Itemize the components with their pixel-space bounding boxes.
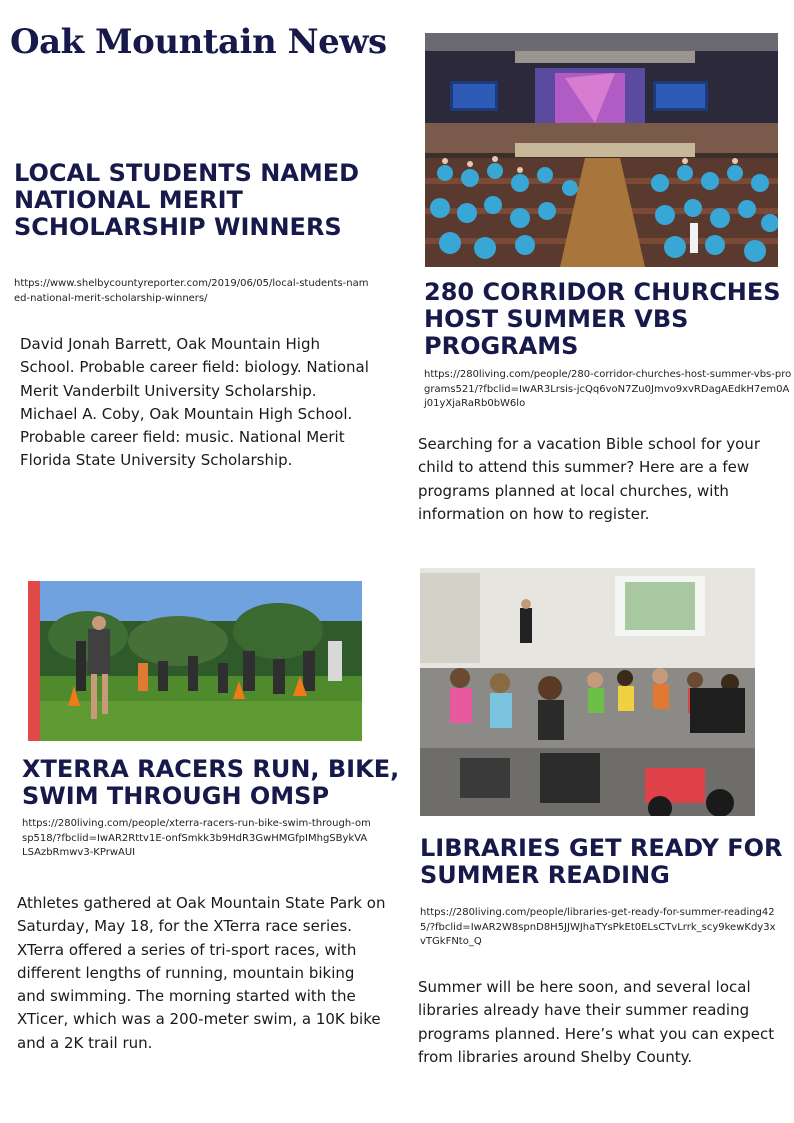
article-link[interactable]: https://280living.com/people/libraries-get-ready-for-summer-reading425/?fbclid=IwAR2W8spnD8H5JJWJhaTYsPkEt0ELsCTvLrrk_scy9kewKdy3xvTGkFNto_Q <box>420 907 776 947</box>
article-link[interactable]: https://www.shelbycountyreporter.com/2019/06/05/local-students-named-national-merit-scholarship-winners/ <box>14 278 369 304</box>
article-body <box>17 892 387 1055</box>
body-paragraph: Athletes gathered at Oak Mountain State Park on Saturday, May 18, for the XTerra race series. <box>17 894 386 936</box>
body-paragraph: Searching for a vacation Bible school for your child to attend this summer? Here are a few programs planned at local churches, with information on how to register. <box>418 435 760 523</box>
body-paragraph: David Jonah Barrett, Oak Mountain High School. Probable career field: biology. National Merit Vanderbilt University Scholarship. <box>20 335 369 400</box>
article-body <box>418 433 786 526</box>
body-paragraph: Michael A. Coby, Oak Mountain High School. Probable career field: music. National Merit Florida State University Scholarship. <box>20 404 353 470</box>
church-vbs-photo <box>425 33 778 267</box>
article-headline: LOCAL STUDENTS NAMED NATIONAL MERIT SCHOLARSHIP WINNERS <box>14 159 360 241</box>
article-body <box>418 976 788 1069</box>
article-headline: LIBRARIES GET READY FOR SUMMER READING <box>420 834 783 889</box>
library-event-photo <box>420 568 755 816</box>
article-link[interactable]: https://280living.com/people/xterra-racers-run-bike-swim-through-omsp518/?fbclid=IwAR2Rttv1E-onfSmkk3b9HdR3GwHMGfpIMhgSBykVALSAzbRmwv3-KPrwAUI <box>22 818 371 858</box>
article-headline: XTERRA RACERS RUN, BIKE, SWIM THROUGH OMSP <box>22 755 400 810</box>
xterra-race-photo <box>28 581 362 741</box>
masthead-title: Oak Mountain News <box>10 22 387 62</box>
body-paragraph: XTerra offered a series of tri-sport races, with different lengths of running, mountain biking and swimming. The morning started with the XTicer, which was a 200-meter swim, a 10K bike and a 2K trail run. <box>17 940 381 1052</box>
article-link[interactable]: https://280living.com/people/280-corridor-churches-host-summer-vbs-programs521/?fbclid=IwAR3Lrsis-jcQq6voN7Zu0Jmvo9xvRDagAEdkH7em0Aj01yXjaRaRb0bW6lo <box>424 369 792 409</box>
article-headline: 280 CORRIDOR CHURCHES HOST SUMMER VBS PROGRAMS <box>424 278 781 360</box>
article-body <box>20 333 370 473</box>
body-paragraph: Summer will be here soon, and several local libraries already have their summer reading programs planned. Here’s what you can expect from libraries around Shelby County. <box>418 978 775 1066</box>
